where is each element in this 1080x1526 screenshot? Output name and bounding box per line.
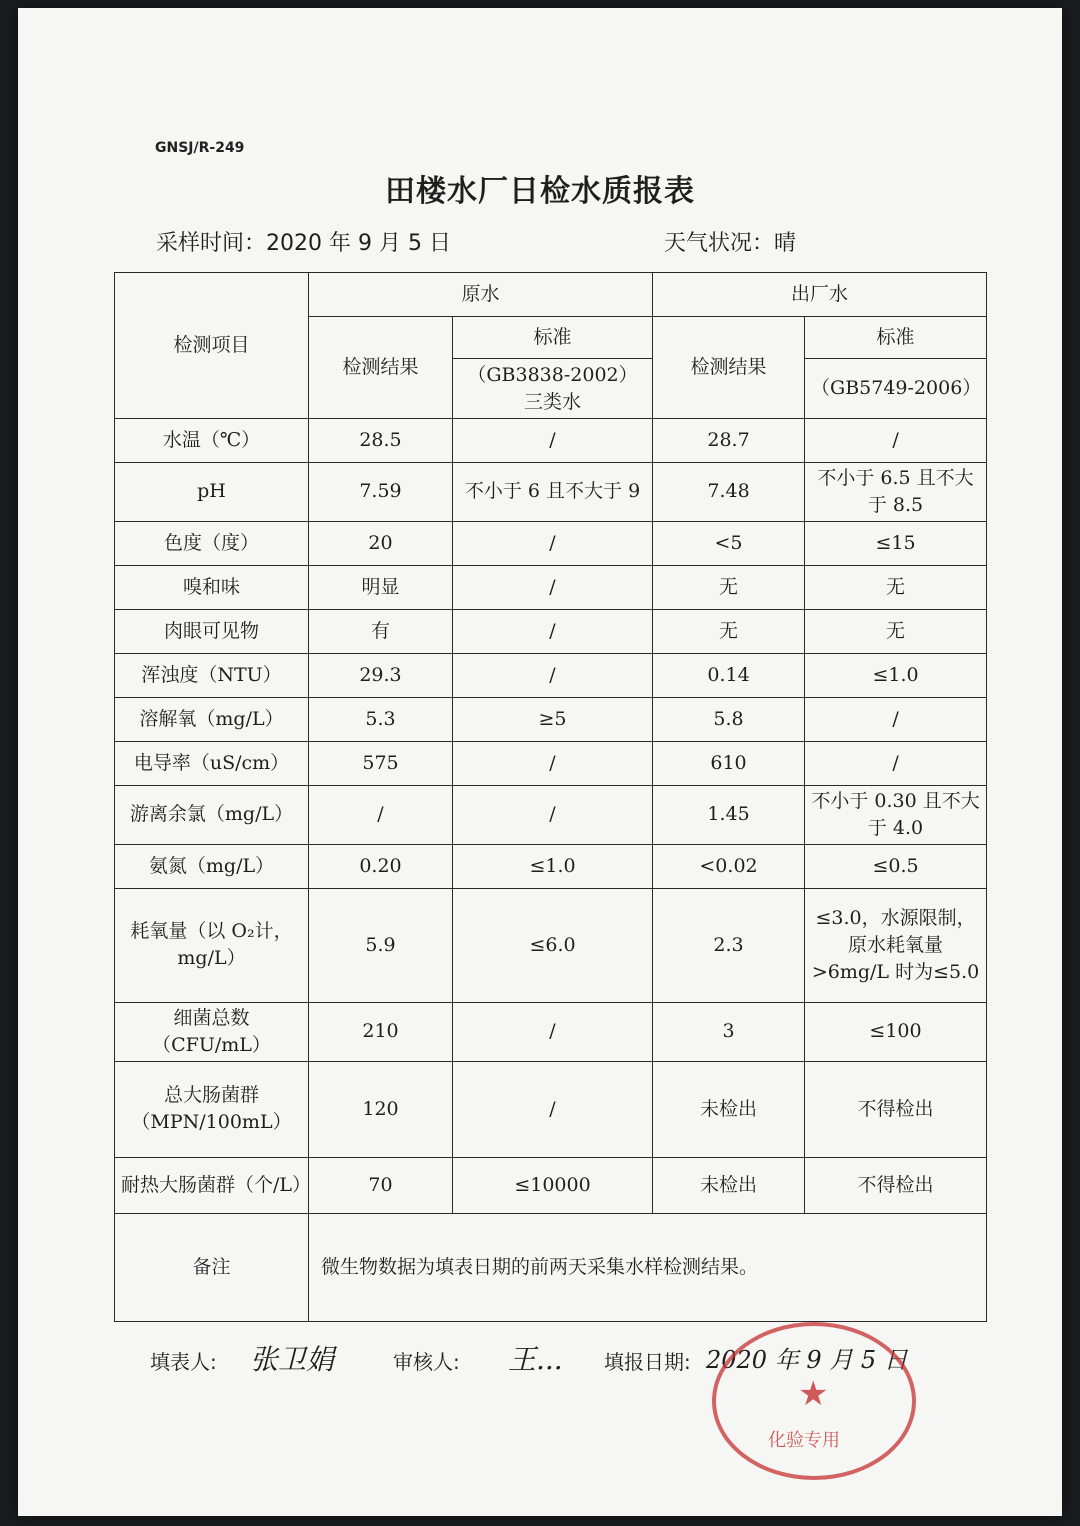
cell-plant-result: 无 xyxy=(653,609,805,653)
cell-plant-result: 3 xyxy=(653,1002,805,1061)
cell-plant-result: 未检出 xyxy=(653,1061,805,1157)
cell-plant-standard: 不得检出 xyxy=(805,1061,987,1157)
cell-item: 游离余氯（mg/L） xyxy=(115,785,309,844)
cell-plant-result: <0.02 xyxy=(653,844,805,888)
table-row xyxy=(115,609,987,653)
header-raw-water: 原水 xyxy=(309,273,653,317)
filler-label: 填表人: xyxy=(150,1350,217,1374)
cell-raw-standard: / xyxy=(453,741,653,785)
cell-raw-result: 210 xyxy=(309,1002,453,1061)
table-row xyxy=(115,521,987,565)
cell-raw-standard: / xyxy=(453,1002,653,1061)
cell-item: 耐热大肠菌群（个/L） xyxy=(115,1157,309,1213)
cell-raw-result: 7.59 xyxy=(309,463,453,522)
cell-plant-result: 28.7 xyxy=(653,419,805,463)
cell-plant-result: 0.14 xyxy=(653,653,805,697)
cell-plant-result: 1.45 xyxy=(653,785,805,844)
cell-plant-standard: / xyxy=(805,697,987,741)
cell-plant-result: <5 xyxy=(653,521,805,565)
cell-plant-standard: ≤100 xyxy=(805,1002,987,1061)
header-item: 检测项目 xyxy=(115,273,309,419)
cell-plant-standard: ≤0.5 xyxy=(805,844,987,888)
date-value: 2020 年 9 月 5 日 xyxy=(706,1346,908,1374)
table-row xyxy=(115,697,987,741)
table-row xyxy=(115,785,987,844)
cell-plant-standard: 无 xyxy=(805,565,987,609)
cell-plant-standard: ≤1.0 xyxy=(805,653,987,697)
cell-item: 电导率（uS/cm） xyxy=(115,741,309,785)
cell-item: 细菌总数（CFU/mL） xyxy=(115,1002,309,1061)
cell-raw-result: 28.5 xyxy=(309,419,453,463)
cell-raw-result: 20 xyxy=(309,521,453,565)
cell-plant-result: 7.48 xyxy=(653,463,805,522)
header-plant-standard-name: （GB5749-2006） xyxy=(805,359,987,419)
header-raw-standard: 标准 xyxy=(453,317,653,359)
page-title: 田楼水厂日检水质报表 xyxy=(385,174,695,209)
table-row xyxy=(115,741,987,785)
cell-raw-standard: / xyxy=(453,521,653,565)
cell-raw-standard: / xyxy=(453,785,653,844)
cell-raw-result: 575 xyxy=(309,741,453,785)
cell-item: 色度（度） xyxy=(115,521,309,565)
cell-raw-result: 明显 xyxy=(309,565,453,609)
remarks-label: 备注 xyxy=(115,1213,309,1321)
cell-plant-standard: ≤3.0，水源限制，原水耗氧量>6mg/L 时为≤5.0 xyxy=(805,888,987,1002)
cell-raw-result: 5.9 xyxy=(309,888,453,1002)
cell-plant-result: 5.8 xyxy=(653,697,805,741)
cell-raw-result: 70 xyxy=(309,1157,453,1213)
cell-raw-result: / xyxy=(309,785,453,844)
cell-raw-standard: ≤1.0 xyxy=(453,844,653,888)
cell-item: 浑浊度（NTU） xyxy=(115,653,309,697)
cell-item: 总大肠菌群（MPN/100mL） xyxy=(115,1061,309,1157)
cell-plant-standard: / xyxy=(805,419,987,463)
remarks-row xyxy=(115,1213,987,1321)
cell-item: 耗氧量（以 O₂计，mg/L） xyxy=(115,888,309,1002)
cell-raw-standard: / xyxy=(453,609,653,653)
reviewer-label: 审核人: xyxy=(393,1350,460,1374)
cell-raw-standard: ≥5 xyxy=(453,697,653,741)
header-raw-result: 检测结果 xyxy=(309,317,453,419)
cell-raw-result: 0.20 xyxy=(309,844,453,888)
cell-raw-standard: / xyxy=(453,565,653,609)
cell-plant-result: 2.3 xyxy=(653,888,805,1002)
table-row xyxy=(115,565,987,609)
cell-plant-result: 610 xyxy=(653,741,805,785)
filler-signature: 张卫娟 xyxy=(250,1343,335,1376)
cell-item: 氨氮（mg/L） xyxy=(115,844,309,888)
cell-raw-standard: / xyxy=(453,653,653,697)
cell-raw-standard: / xyxy=(453,1061,653,1157)
cell-raw-standard: ≤10000 xyxy=(453,1157,653,1213)
water-quality-table xyxy=(114,272,987,1322)
seal-text: 化验专用 xyxy=(768,1430,840,1451)
table-row xyxy=(115,1157,987,1213)
cell-plant-result: 未检出 xyxy=(653,1157,805,1213)
date-label: 填报日期: xyxy=(604,1350,691,1374)
table-row xyxy=(115,419,987,463)
cell-item: 水温（℃） xyxy=(115,419,309,463)
table-row xyxy=(115,888,987,1002)
header-plant-water: 出厂水 xyxy=(653,273,987,317)
cell-raw-standard: 不小于 6 且不大于 9 xyxy=(453,463,653,522)
table-row xyxy=(115,653,987,697)
cell-plant-standard: 无 xyxy=(805,609,987,653)
cell-raw-standard: / xyxy=(453,419,653,463)
cell-item: 溶解氧（mg/L） xyxy=(115,697,309,741)
cell-plant-standard: 不得检出 xyxy=(805,1157,987,1213)
cell-raw-result: 有 xyxy=(309,609,453,653)
remarks-text: 微生物数据为填表日期的前两天采集水样检测结果。 xyxy=(309,1213,987,1321)
cell-item: 嗅和味 xyxy=(115,565,309,609)
cell-plant-result: 无 xyxy=(653,565,805,609)
cell-plant-standard: 不小于 6.5 且不大于 8.5 xyxy=(805,463,987,522)
cell-plant-standard: ≤15 xyxy=(805,521,987,565)
cell-plant-standard: / xyxy=(805,741,987,785)
table-row xyxy=(115,844,987,888)
weather: 天气状况：晴 xyxy=(664,231,797,256)
table-row xyxy=(115,463,987,522)
cell-item: pH xyxy=(115,463,309,522)
header-plant-standard: 标准 xyxy=(805,317,987,359)
star-icon: ★ xyxy=(798,1374,829,1414)
cell-raw-result: 120 xyxy=(309,1061,453,1157)
header-plant-result: 检测结果 xyxy=(653,317,805,419)
cell-plant-standard: 不小于 0.30 且不大于 4.0 xyxy=(805,785,987,844)
header-raw-standard-name: （GB3838-2002）三类水 xyxy=(453,359,653,419)
reviewer-signature: 王... xyxy=(508,1343,563,1376)
sampling-time: 采样时间：2020 年 9 月 5 日 xyxy=(156,231,451,256)
cell-item: 肉眼可见物 xyxy=(115,609,309,653)
cell-raw-result: 29.3 xyxy=(309,653,453,697)
form-code: GNSJ/R-249 xyxy=(155,140,245,156)
official-seal xyxy=(712,1322,916,1480)
cell-raw-result: 5.3 xyxy=(309,697,453,741)
cell-raw-standard: ≤6.0 xyxy=(453,888,653,1002)
table-row xyxy=(115,1061,987,1157)
table-row xyxy=(115,1002,987,1061)
